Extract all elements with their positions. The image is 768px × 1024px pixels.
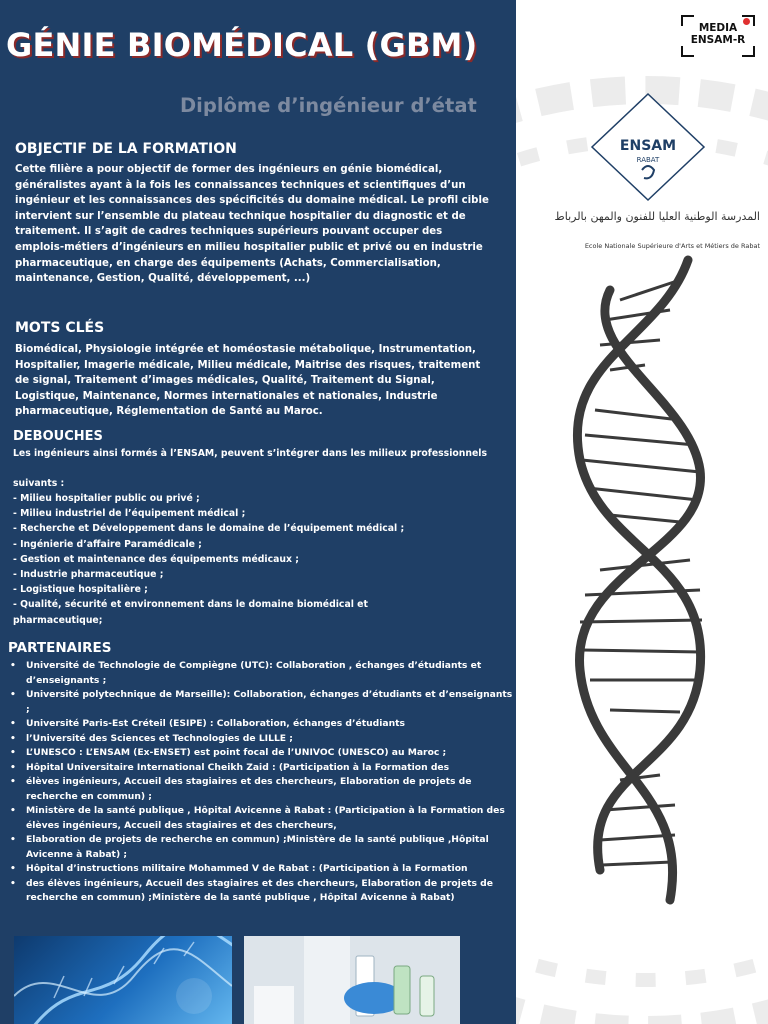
dna-helix-icon (540, 250, 740, 910)
list-item: - Industrie pharmaceutique ; (13, 569, 164, 581)
media-label-1: MEDIA (698, 22, 738, 34)
logo-arabic: المدرسة الوطنية العليا للفنون والمهن بالرباط (554, 210, 760, 223)
list-item: • Hôpital Universitaire International Cheikh Zaid : (Participation à la Formation des (10, 761, 450, 773)
list-item: • Université de Technologie de Compiègne (UTC): Collaboration , échanges d’étudiants et d’enseignants ; (10, 660, 482, 686)
debouches-intro: Les ingénieurs ainsi formés à l’ENSAM, peuvent s’intégrer dans les milieux professionnels (13, 448, 488, 459)
list-item: • L’UNESCO : L’ENSAM (Ex-ENSET) est point focal de l’UNIVOC (UNESCO) au Maroc ; (10, 747, 447, 758)
mots-cles-heading: MOTS CLÉS (15, 320, 105, 336)
list-item: • Hôpital d’instructions militaire Mohammed V de Rabat : (Participation à la Formation (10, 863, 468, 874)
list-item: - Milieu industriel de l’équipement médical ; (13, 508, 246, 520)
debouches-list (13, 491, 404, 628)
list-item: - Recherche et Développement dans le domaine de l’équipement médical ; (13, 523, 405, 535)
list-item: • Université polytechnique de Marseille): Collaboration, échanges d’étudiants et d’enseignants ; (10, 689, 513, 715)
list-item: - Ingénierie d’affaire Paramédicale ; (13, 538, 202, 550)
list-item: • Elaboration de projets de recherche en commun) ;Ministère de la santé publique ,Hôpital Avicenne à Rabat) ; (10, 834, 489, 860)
list-item: • Université Paris-Est Créteil (ESIPE) : Collaboration, échanges d’étudiants (10, 718, 405, 729)
list-item: • Ministère de la santé publique , Hôpital Avicenne à Rabat : (Participation à la Formation des élèves ingénieurs, Accueil des stagiaires et des chercheurs, (10, 805, 505, 831)
lab-scene-icon (244, 936, 460, 1024)
media-badge (680, 14, 756, 58)
logo-city: RABAT (636, 156, 660, 164)
list-item: • l’Université des Sciences et Technologies de LILLE ; (10, 732, 293, 744)
objectif-heading: OBJECTIF DE LA FORMATION (15, 141, 237, 157)
page-title: GÉNIE BIOMÉDICAL (GBM) (6, 26, 478, 64)
list-item: - Qualité, sécurité et environnement dans le domaine biomédical et (13, 599, 368, 611)
partenaires-list (8, 659, 516, 906)
list-item: pharmaceutique; (13, 614, 103, 626)
dna-photo (14, 936, 232, 1024)
logo-name: ENSAM (619, 138, 677, 154)
list-item: • élèves ingénieurs, Accueil des stagiaires et des chercheurs, Elaboration de projets de recherche en commun) ; (10, 776, 472, 802)
list-item: - Gestion et maintenance des équipements médicaux ; (13, 553, 299, 565)
logo-french: Ecole Nationale Supérieure d'Arts et Métiers de Rabat (584, 242, 760, 250)
mots-cles-text: Biomédical, Physiologie intégrée et homéostasie métabolique, Instrumentation, Hospitalier, Imagerie médicale, Milieu médicale, Maitrise des risques, traitement de signal, Traitement d’images médicales, Qualité, Traitement du Signal, Logistique, Maintenance, Normes internationales et nationales, Industrie pharmaceutique, Réglementation de Santé au Maroc. (15, 344, 481, 418)
partenaires-heading: PARTENAIRES (8, 640, 112, 656)
objectif-text: Cette filière a pour objectif de former des ingénieurs en génie biomédical, généralistes ayant à la fois les connaissances techniques et scientifiques d’un ingénieur et les connaissances des spécificités du domaine médical. Le profil cible intervient sur l’ensemble du plateau technique hospitalier du diagnostic et de traitement. Il s’agit de cadres techniques supérieurs pouvant occuper des emplois-métiers d’ingénieurs en milieu hospitalier public et privé ou en industrie pharmaceutique, en charge des équipements (Achats, Commercialisation, maintenance, Gestion, Qualité, développement, ...) (15, 164, 489, 285)
media-label-2: ENSAM-R (690, 34, 746, 46)
list-item: - Milieu hospitalier public ou privé ; (13, 493, 200, 504)
list-item: - Logistique hospitalière ; (13, 584, 148, 596)
page-subtitle: Diplôme d’ingénieur d’état (180, 94, 477, 117)
dna-strand-icon (14, 936, 232, 1024)
debouches-intro-2: suivants : (13, 478, 65, 489)
lab-photo (244, 936, 460, 1024)
ensam-logo (588, 92, 708, 202)
debouches-heading: DEBOUCHES (13, 429, 103, 444)
list-item: • des élèves ingénieurs, Accueil des stagiaires et des chercheurs, Elaboration de projets de recherche en commun) ;Ministère de la santé publique , Hôpital Avicenne à Rabat) (10, 877, 493, 903)
